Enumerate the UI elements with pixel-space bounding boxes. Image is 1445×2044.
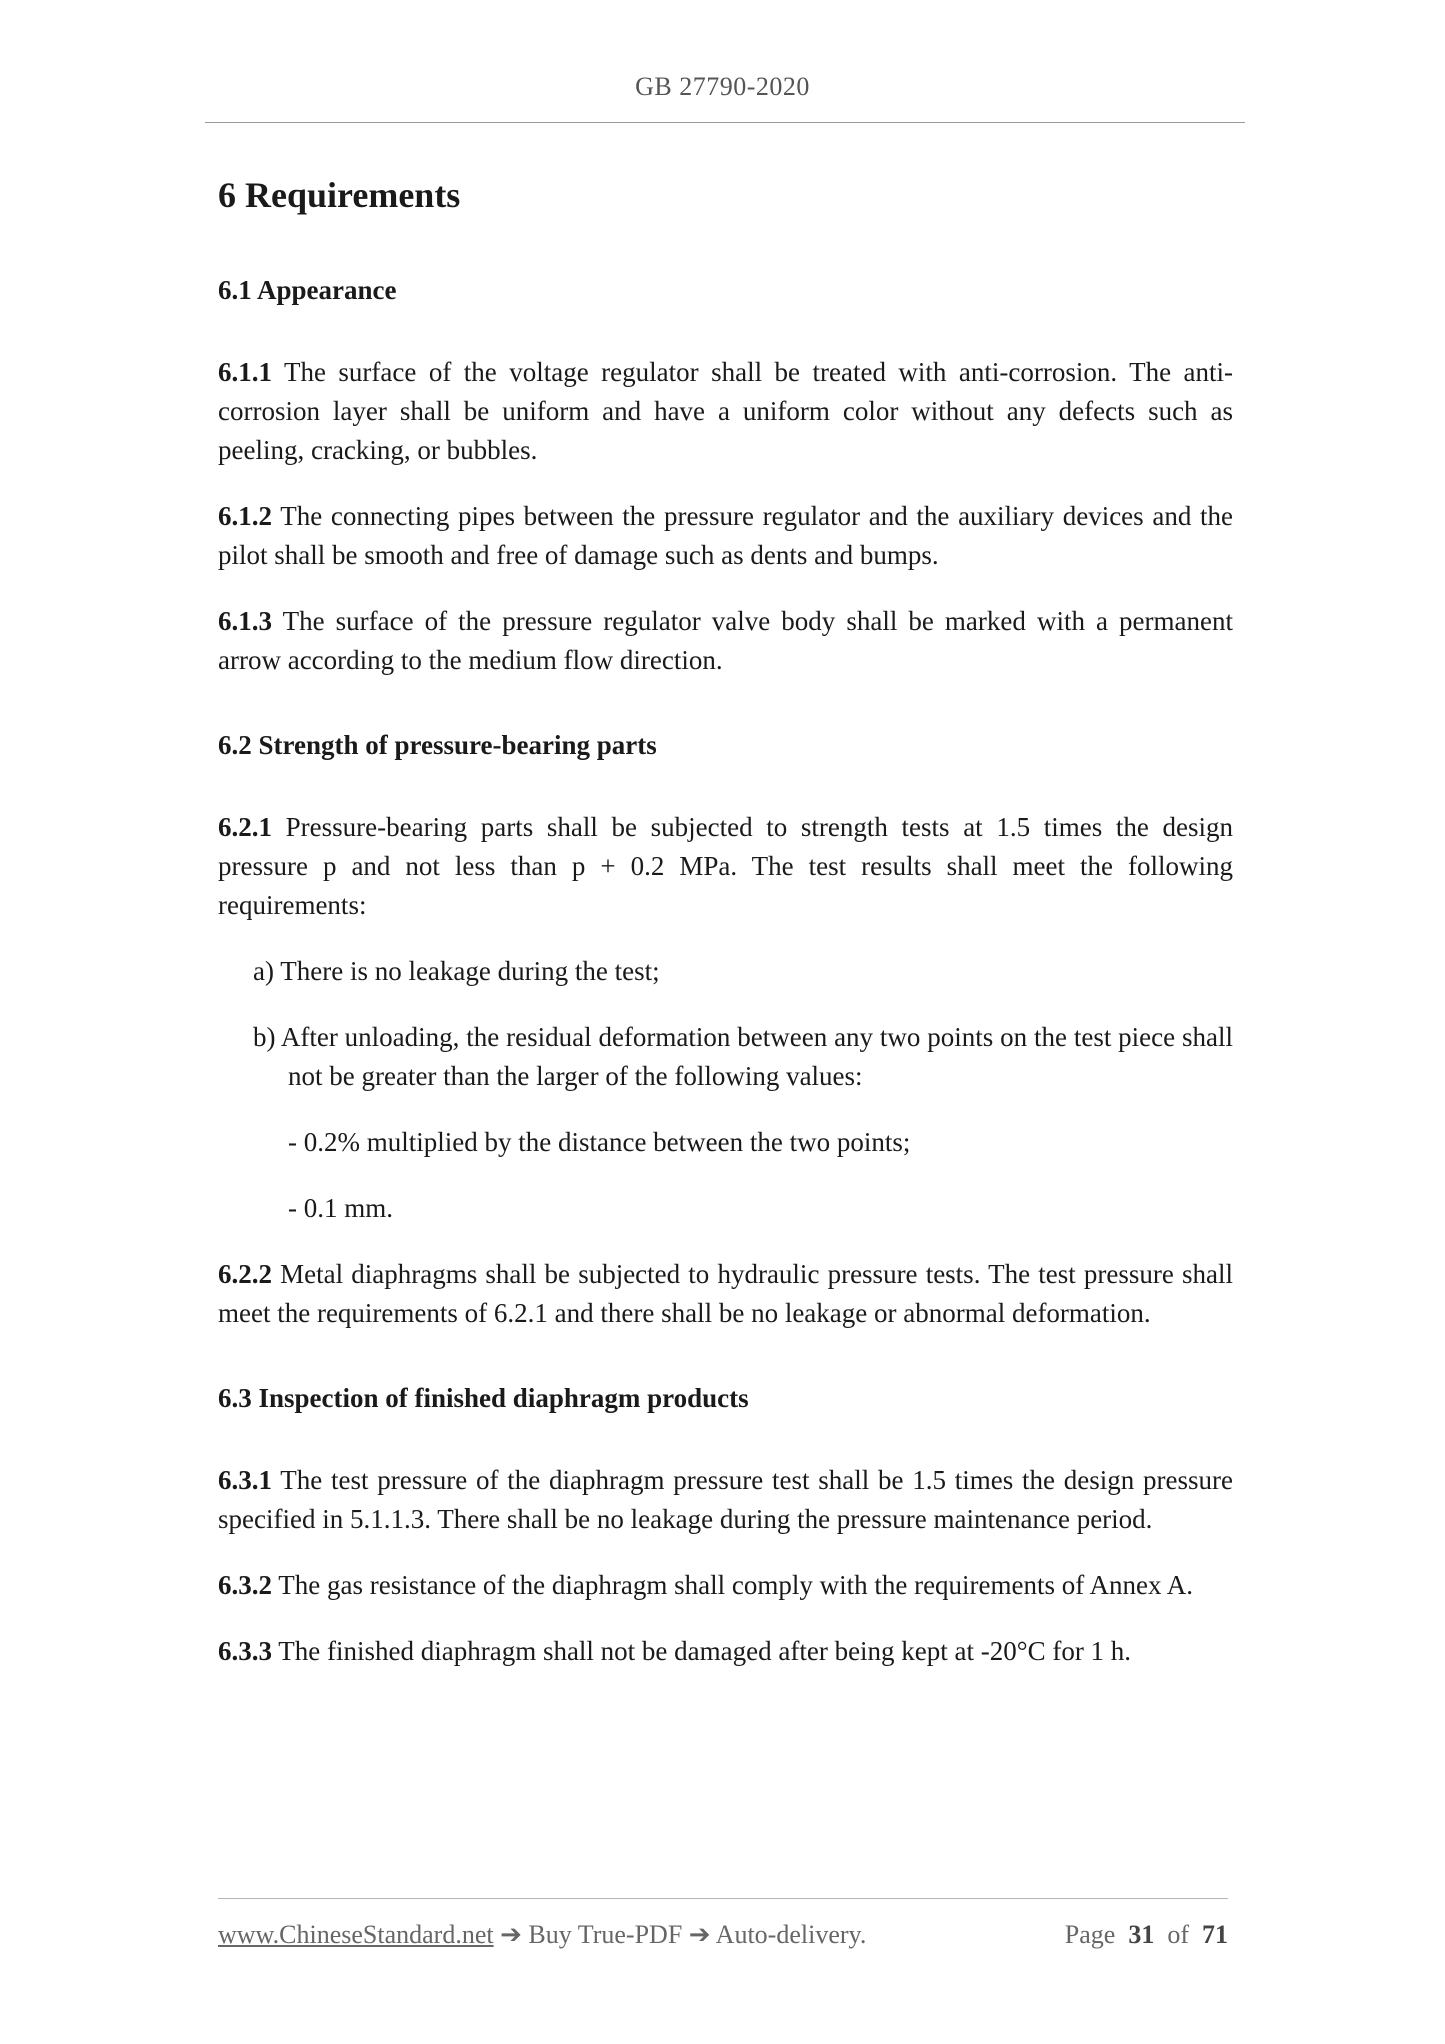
clause-text: The connecting pipes between the pressure regulator and the auxiliary devices and the pilot shall be smooth and free of damage such as dents and bumps. bbox=[218, 501, 1233, 570]
section-title: 6 Requirements bbox=[218, 175, 461, 215]
clause-6-3-1 bbox=[218, 1461, 1233, 1539]
header-divider bbox=[205, 122, 1245, 123]
delivery-text: Auto-delivery. bbox=[715, 1920, 867, 1949]
clause-text: The finished diaphragm shall not be damaged after being kept at -20°C for 1 h. bbox=[278, 1636, 1132, 1666]
clause-6-3-2 bbox=[218, 1566, 1233, 1605]
clause-6-3-3 bbox=[218, 1632, 1233, 1671]
clause-text: Pressure-bearing parts shall be subjected to strength tests at 1.5 times the design pressure p and not less than p + 0.2 MPa. The test results shall meet the following requirements: bbox=[218, 812, 1233, 920]
footer-divider bbox=[218, 1898, 1228, 1899]
clause-number: 6.1.3 bbox=[218, 606, 272, 636]
clause-text: The surface of the pressure regulator valve body shall be marked with a permanent arrow according to the medium flow direction. bbox=[218, 606, 1233, 675]
page-label: Page bbox=[1064, 1920, 1116, 1949]
subsection-6-1-title: 6.1 Appearance bbox=[218, 275, 397, 305]
arrow-icon: ➔ bbox=[500, 1920, 522, 1949]
page-footer bbox=[218, 1920, 1228, 1956]
clause-number: 6.2.2 bbox=[218, 1259, 272, 1289]
clause-6-2-1 bbox=[218, 808, 1233, 925]
clause-text: The test pressure of the diaphragm pressure test shall be 1.5 times the design pressure specified in 5.1.1.3. There shall be no leakage during the pressure maintenance period. bbox=[218, 1465, 1233, 1534]
clause-number: 6.3.3 bbox=[218, 1636, 272, 1666]
of-label: of bbox=[1167, 1920, 1189, 1949]
clause-text: Metal diaphragms shall be subjected to hydraulic pressure tests. The test pressure shall meet the requirements of 6.2.1 and there shall be no leakage or abnormal deformation. bbox=[218, 1259, 1233, 1328]
page-number bbox=[1065, 1920, 1228, 1950]
clause-6-1-1 bbox=[218, 353, 1233, 470]
list-item-a: a) There is no leakage during the test; bbox=[253, 956, 660, 986]
footer-promo bbox=[218, 1920, 866, 1950]
clause-number: 6.2.1 bbox=[218, 812, 272, 842]
current-page: 31 bbox=[1128, 1920, 1155, 1949]
page-content bbox=[218, 170, 1233, 1671]
total-pages: 71 bbox=[1202, 1920, 1228, 1949]
clause-number: 6.1.2 bbox=[218, 501, 272, 531]
clause-number: 6.3.2 bbox=[218, 1570, 272, 1600]
subsection-6-3-title: 6.3 Inspection of finished diaphragm products bbox=[218, 1383, 749, 1413]
website-link[interactable]: www.ChineseStandard.net bbox=[218, 1920, 494, 1949]
clause-text: The surface of the voltage regulator shall be treated with anti-corrosion. The anti-corrosion layer shall be uniform and have a uniform color without any defects such as peeling, cracking, or bubbles. bbox=[218, 357, 1233, 465]
arrow-icon: ➔ bbox=[688, 1920, 711, 1949]
dash-item-1: - 0.2% multiplied by the distance between the two points; bbox=[288, 1127, 911, 1157]
clause-6-1-3 bbox=[218, 602, 1233, 680]
buy-pdf-text: Buy True-PDF bbox=[528, 1920, 683, 1949]
document-header: GB 27790-2020 bbox=[635, 72, 810, 101]
clause-6-2-2 bbox=[218, 1255, 1233, 1333]
clause-number: 6.1.1 bbox=[218, 357, 272, 387]
dash-item-2: - 0.1 mm. bbox=[288, 1193, 393, 1223]
list-item-b: b) After unloading, the residual deformation between any two points on the test piece shall not be greater than the larger of the following values: bbox=[253, 1022, 1233, 1091]
subsection-6-2-title: 6.2 Strength of pressure-bearing parts bbox=[218, 730, 657, 760]
clause-6-1-2 bbox=[218, 497, 1233, 575]
clause-text: The gas resistance of the diaphragm shall comply with the requirements of Annex A. bbox=[278, 1570, 1194, 1600]
clause-number: 6.3.1 bbox=[218, 1465, 272, 1495]
